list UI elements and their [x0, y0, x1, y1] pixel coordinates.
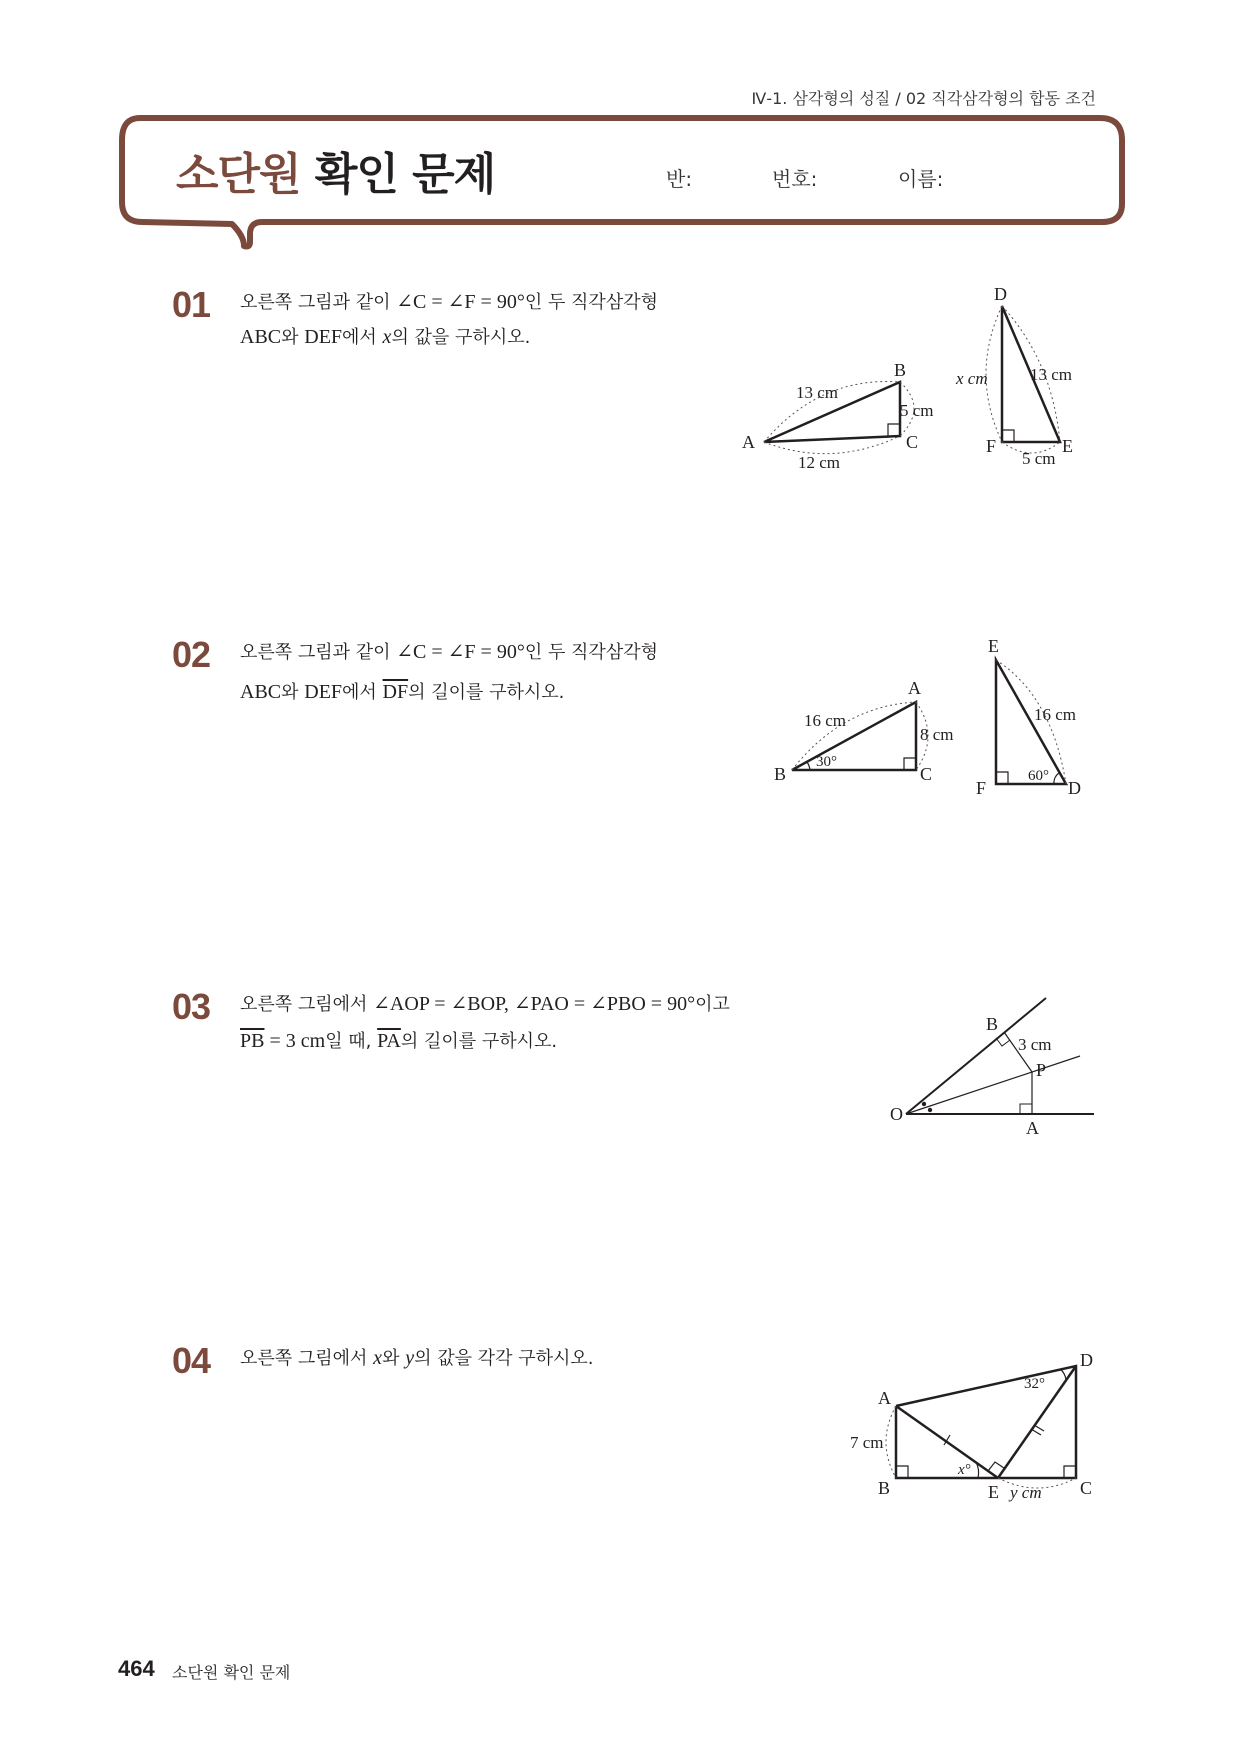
side-length-label: 13 cm [1030, 365, 1073, 384]
title-frame [0, 0, 1240, 260]
q4-figure [840, 1348, 1100, 1518]
side-length-label: x cm [956, 369, 988, 388]
question-text-line1: 오른쪽 그림에서 ∠AOP = ∠BOP, ∠PAO = ∠PBO = 90°이고 [240, 993, 730, 1015]
vertex-label: D [1068, 778, 1081, 798]
question-text-line1: 오른쪽 그림과 같이 ∠C = ∠F = 90°인 두 직각삼각형 [240, 291, 658, 313]
vertex-label: E [988, 636, 999, 656]
q1-figure [740, 280, 1110, 480]
vertex-label: B [894, 360, 907, 380]
page-title [176, 138, 495, 202]
vertex-label: E [1062, 436, 1073, 456]
question-number: 04 [172, 1340, 211, 1381]
side-length-label: 16 cm [1034, 705, 1077, 724]
side-length-label: 12 cm [798, 453, 841, 472]
angle-label: 30° [816, 754, 837, 770]
vertex-label: B [986, 1014, 999, 1034]
vertex-label: C [906, 432, 919, 452]
vertex-label: B [774, 764, 787, 784]
question-number: 03 [172, 986, 211, 1027]
angle-label: 60° [1028, 768, 1049, 784]
vertex-label: D [1080, 1350, 1093, 1370]
vertex-label: A [1026, 1118, 1039, 1138]
class-field-label: 반: [666, 167, 693, 191]
side-length-label: 8 cm [920, 725, 954, 744]
question-text-line1: 오른쪽 그림에서 x와 y의 값을 각각 구하시오. [240, 1347, 594, 1369]
vertex-label: P [1036, 1060, 1047, 1080]
vertex-label: D [994, 284, 1007, 304]
angle-label: x° [958, 1462, 971, 1478]
question-text-line2: ABC와 DEF에서 x의 값을 구하시오. [240, 326, 531, 348]
chapter-breadcrumb: Ⅳ-1. 삼각형의 성질 / 02 직각삼각형의 합동 조건 [751, 89, 1096, 108]
vertex-label: A [742, 432, 755, 452]
side-length-label: 16 cm [804, 711, 847, 730]
vertex-label: A [878, 1388, 891, 1408]
question-number: 02 [172, 634, 211, 675]
side-length-label: 7 cm [850, 1433, 884, 1452]
question-number: 01 [172, 284, 211, 325]
vertex-label: C [920, 764, 933, 784]
number-field-label: 번호: [772, 167, 818, 191]
vertex-label: E [988, 1482, 999, 1502]
title-rest: 확인 문제 [314, 149, 496, 200]
side-length-label: 3 cm [1018, 1035, 1052, 1054]
vertex-label: B [878, 1478, 891, 1498]
page-number: 464 [118, 1656, 155, 1681]
vertex-label: A [908, 678, 921, 698]
side-length-label: 13 cm [796, 383, 839, 402]
vertex-label: C [1080, 1478, 1093, 1498]
q2-figure [760, 636, 1100, 806]
side-length-label: y cm [1010, 1483, 1042, 1502]
title-accent: 소단원 [176, 149, 301, 200]
question-text-line2: ABC와 DEF에서 $\overline{DF}$의 길이를 구하시오. [240, 681, 565, 703]
vertex-label: F [986, 436, 997, 456]
side-length-label: 5 cm [1022, 449, 1056, 468]
vertex-label: O [890, 1104, 903, 1124]
vertex-label: F [976, 778, 987, 798]
question-text-line2: $\overline{PB} = 3$ cm일 때, $\overline{PA}$의 길이를 구하시오. [240, 1030, 558, 1052]
q3-figure [880, 990, 1100, 1150]
question-text-line1: 오른쪽 그림과 같이 ∠C = ∠F = 90°인 두 직각삼각형 [240, 641, 658, 663]
side-length-label: 5 cm [900, 401, 934, 420]
footer-label: 소단원 확인 문제 [172, 1663, 291, 1682]
angle-label: 32° [1024, 1376, 1045, 1392]
name-field-label: 이름: [898, 167, 944, 191]
